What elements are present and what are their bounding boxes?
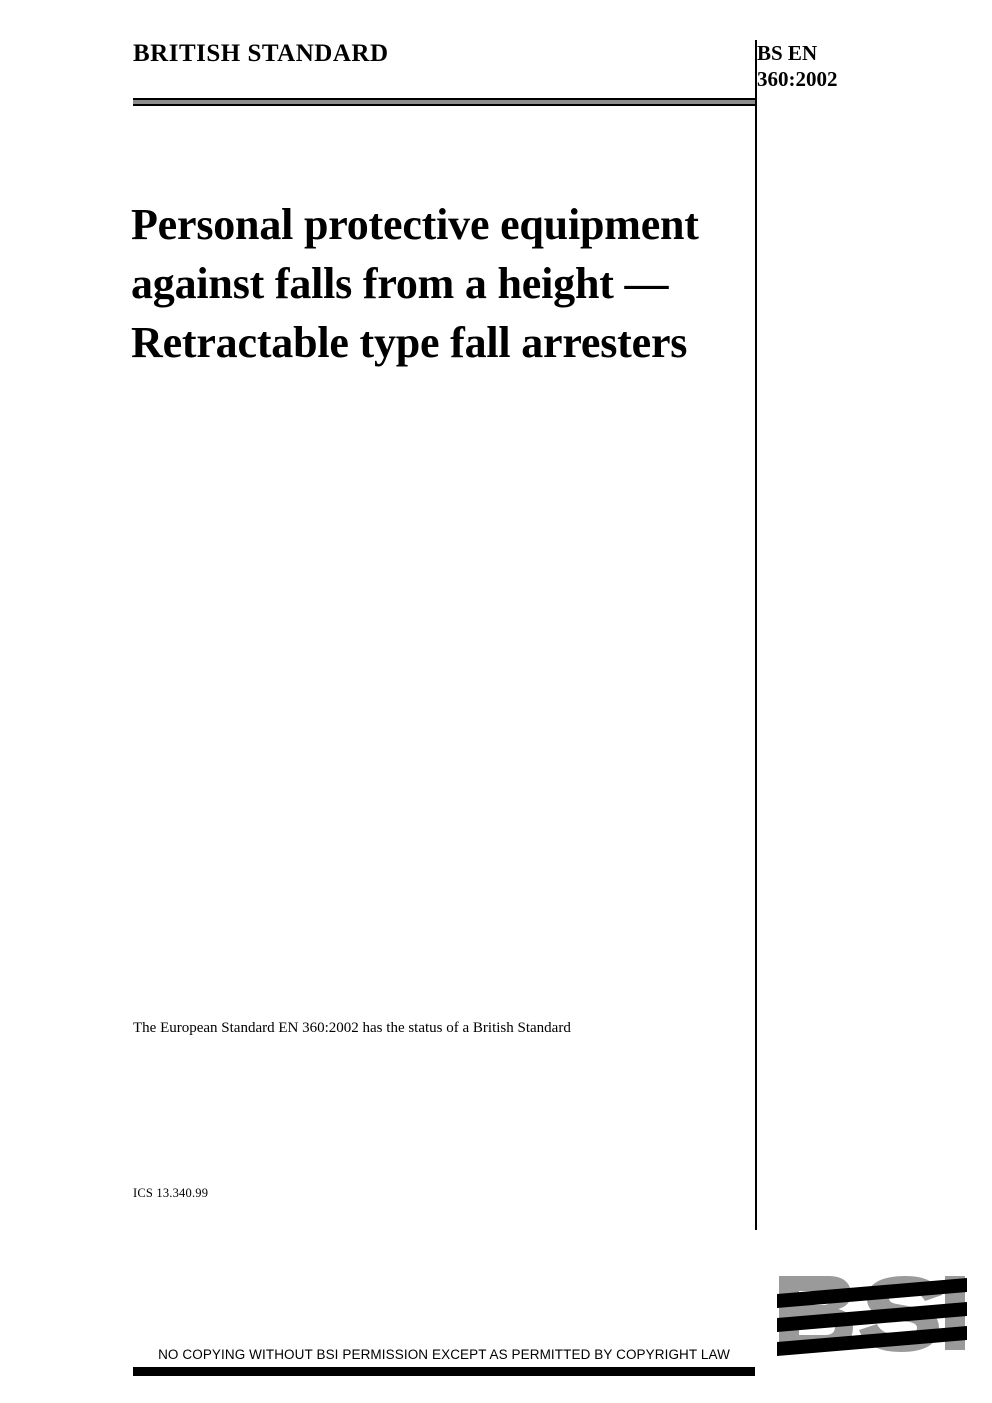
standard-number: BS EN 360:2002 [757,41,838,92]
header-divider-rule [133,98,755,106]
copyright-notice: NO COPYING WITHOUT BSI PERMISSION EXCEPT AS PERMITTED BY COPYRIGHT LAW [158,1347,730,1362]
page-title: Personal protective equipment against falls from a height — Retractable type fall arresters [131,200,699,367]
ics-code: ICS 13.340.99 [133,1186,209,1200]
bsi-logo-icon [777,1272,967,1364]
british-standard-brand: BRITISH STANDARD [133,40,389,67]
footer-divider-rule [133,1367,755,1376]
vertical-divider [755,40,757,1230]
status-note: The European Standard EN 360:2002 has the status of a British Standard [133,1020,571,1036]
page-header [133,40,877,93]
